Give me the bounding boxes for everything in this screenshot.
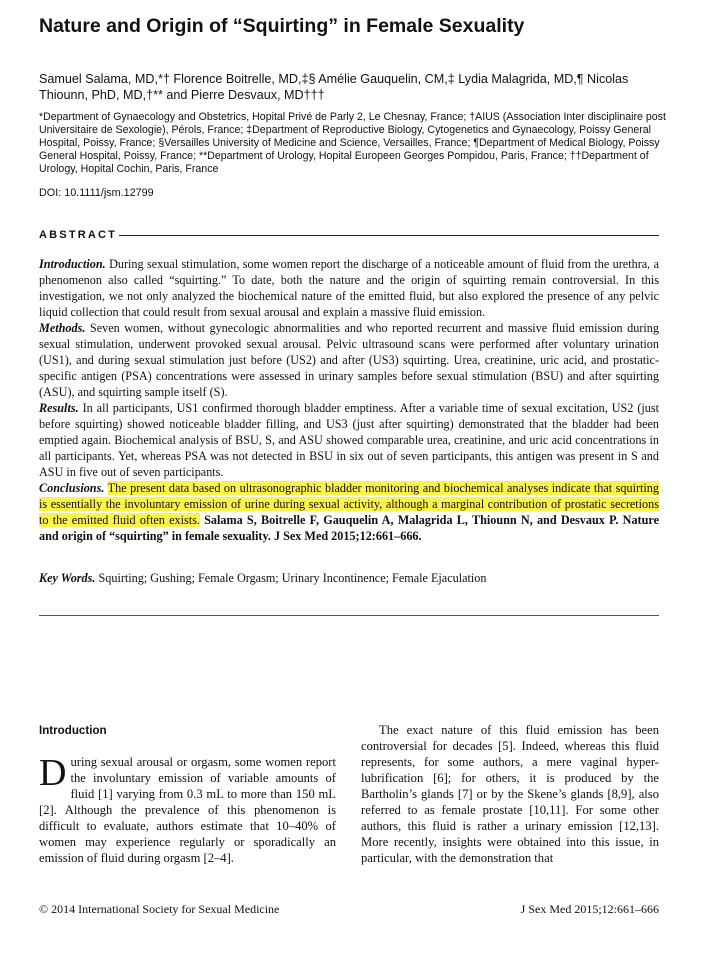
- abstract-introduction-text: During sexual stimulation, some women report the discharge of a noticeable amount of fluid from the urethra, a phenomenon also called “squirting.” To date, both the nature and the origin of squirting remain controversial. In this investigation, we not only analyzed the biochemical nature of the emitted fluid, but also explored the presence of any pelvic liquid collection that could result from sexual arousal and explain a massive fluid emission.: [39, 257, 659, 319]
- introduction-heading: Introduction: [39, 724, 107, 737]
- abstract-introduction-label: Introduction.: [39, 257, 106, 271]
- abstract-heading: [39, 227, 659, 243]
- abstract-results-text: In all participants, US1 confirmed thorough bladder emptiness. After a variable time of sexual excitation, US2 (just before squirting) showed noticeable bladder filling, and US3 (just after squirting) demonstrated that the bladder had been emptied again. Biochemical analysis of BSU, S, and ASU showed comparable urea, creatinine, and uric acid concentrations in all participants. Yet, whereas PSA was not detected in BSU in six out of seven participants, this antigen was present in S and ASU in five out of seven participants.: [39, 401, 659, 479]
- key-words: [39, 570, 659, 586]
- copyright-notice: © 2014 International Society for Sexual Medicine: [39, 902, 280, 916]
- abstract-methods-text: Seven women, without gynecologic abnormalities and who reported recurrent and massive fluid emission during sexual stimulation, underwent provoked sexual arousal. Pelvic ultrasound scans were performed after voluntary urination (US1), and during sexual stimulation just before (US2) and after (US3) squirting. Urea, creatinine, uric acid, and prostatic-specific antigen (PSA) concentrations were assessed in urinary samples before sexual stimulation (BSU) and after squirting (ASU), and squirting sample itself (S).: [39, 321, 659, 399]
- abstract-results-label: Results.: [39, 401, 79, 415]
- abstract-results: [39, 400, 659, 480]
- abstract-heading-rule: [119, 235, 659, 236]
- abstract-conclusions-label: Conclusions.: [39, 481, 105, 495]
- article-title: Nature and Origin of “Squirting” in Female Sexuality: [39, 15, 525, 37]
- introduction-right-column: [361, 722, 659, 866]
- doi-link[interactable]: DOI: 10.1111/jsm.12799: [39, 187, 154, 199]
- abstract-divider: [39, 615, 659, 616]
- abstract-methods-label: Methods.: [39, 321, 86, 335]
- journal-reference: J Sex Med 2015;12:661–666: [520, 902, 659, 916]
- abstract-citation: Salama S, Boitrelle F, Gauquelin A, Malagrida L, Thiounn N, and Desvaux P. Nature and origin of “squirting” in female sexuality. J Sex Med 2015;12:661–666.: [39, 513, 659, 543]
- drop-cap: D: [39, 752, 67, 794]
- introduction-paragraph-2: The exact nature of this fluid emission has been controversial for decades [5]. Indeed, whereas this fluid represents, for some authors, a mere vaginal hyper-lubrification [6]; for others, it is produced by the Bartholin’s glands [7] or by the Skene’s glands [8,9], also referred to as female prostate [10,11]. For some other authors, this fluid is rather a urinary emission [12,13]. More recently, insights were obtained into this issue, in particular, with the demonstration that: [361, 723, 659, 865]
- introduction-left-column: [39, 754, 336, 866]
- abstract-body: [39, 256, 659, 544]
- highlighted-conclusion-text: The present data based on ultrasonographic bladder monitoring and biochemical analyses indicate that squirting is essentially the involuntary emission of urine during sexual activity, although a marginal contribution of prostatic secretions to the emitted fluid often exists.: [39, 481, 659, 527]
- introduction-paragraph-1: [39, 754, 336, 866]
- abstract-introduction: [39, 256, 659, 320]
- abstract-methods: [39, 320, 659, 400]
- abstract-heading-label: ABSTRACT: [39, 229, 118, 241]
- key-words-label: Key Words.: [39, 571, 96, 585]
- key-words-text: Squirting; Gushing; Female Orgasm; Urinary Incontinence; Female Ejaculation: [95, 571, 487, 585]
- abstract-conclusions: [39, 480, 659, 544]
- introduction-paragraph-1-text: uring sexual arousal or orgasm, some women report the involuntary emission of variable amounts of fluid [1] varying from 0.3 mL to more than 150 mL [2]. Although the prevalence of this phenomenon is difficult to evaluate, authors estimate that 10–40% of women may experience regularly or sporadically an emission of fluid during orgasm [2–4].: [39, 755, 336, 865]
- author-list: Samuel Salama, MD,*† Florence Boitrelle, MD,‡§ Amélie Gauquelin, CM,‡ Lydia Malagrida, MD,¶ Nicolas Thiounn, PhD, MD,†** and Pierre Desvaux, MD†††: [39, 72, 629, 102]
- affiliations: *Department of Gynaecology and Obstetrics, Hopital Privé de Parly 2, Le Chesnay, France; †AIUS (Association Inter disciplinaire post Universitaire de Sexologie), Pérols, France; ‡Department of Reproductive Biology, Cytogenetics and Gynaecology, Poissy General Hospital, Poissy, France; §Versailles University of Medicine and Science, Versailles, France; ¶Department of Medical Biology, Poissy General Hospital, Poissy, France; **Department of Urology, Hopital Europeen Georges Pompidou, Paris, France; ††Department of Urology, Hopital Cochin, Paris, France: [39, 111, 666, 175]
